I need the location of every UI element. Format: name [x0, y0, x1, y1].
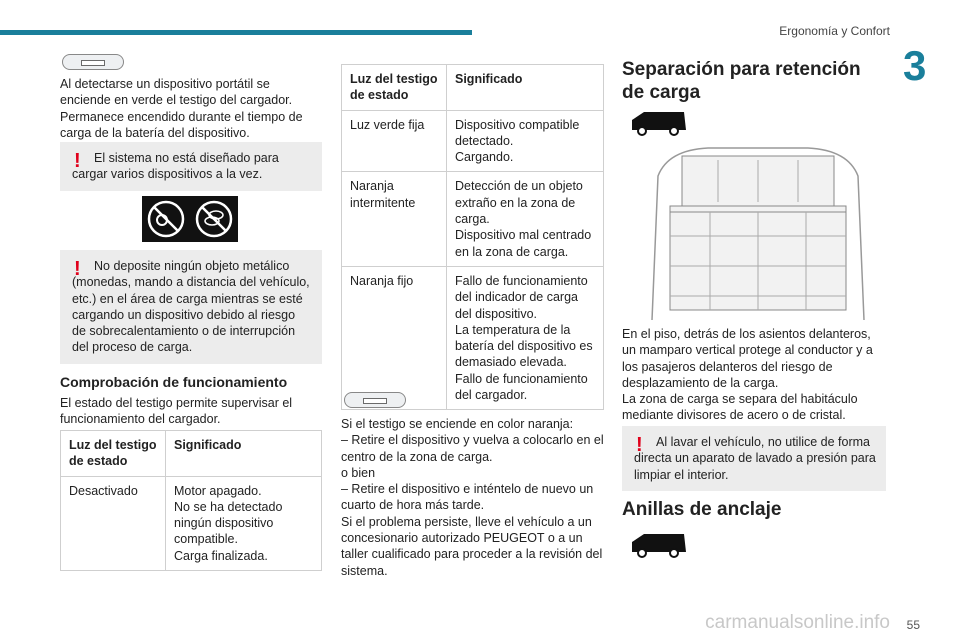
- status-table-2: Luz del testigo de estado Significado Luz verde fija Dispositivo compatible detectado. Cargando. Naranja intermitente Detección de un objeto extraño en la zona de carga. Dispositivo mal centrado en la zona de carga. Naranja fijo Fallo de funcionamiento del indicador de carga del dispositivo. La temperatura de la batería del dispositivo es demasiado elevada. Fallo de funcionamiento del cargador.: [341, 64, 604, 410]
- warning-box-3: ! Al lavar el vehículo, no utilice de forma directa un aparato de lavado a presión para limpiar el interior.: [622, 426, 886, 491]
- charger-indicator-orange-icon: [344, 392, 406, 408]
- functional-check-text: El estado del testigo permite supervisar el funcionamiento del cargador.: [60, 396, 293, 427]
- section-title: Ergonomía y Confort: [779, 24, 890, 38]
- functional-check-heading: Comprobación de funcionamiento: [60, 374, 288, 390]
- warning-icon: !: [74, 258, 81, 280]
- page-number: 55: [906, 618, 920, 632]
- warning-icon: !: [74, 150, 81, 172]
- charger-indicator-icon: [62, 54, 124, 70]
- cargo-separation-heading: Separación para retención de carga: [622, 59, 861, 103]
- watermark: carmanualsonline.info: [705, 612, 890, 633]
- header-bar: [0, 30, 472, 35]
- cargo-separation-text: En el piso, detrás de los asientos delanteros, un mamparo vertical protege al conductor y a los pasajeros delanteros del riesgo de desplazamiento de la carga. La zona de carga se separa del habitáculo mediante divisores de acero o de cristal.: [622, 327, 873, 423]
- warning-box-1: ! El sistema no está diseñado para cargar varios dispositivos a la vez.: [60, 142, 322, 191]
- van-icon-2: [628, 532, 688, 563]
- status-table-1: Luz del testigo de estado Significado Desactivado Motor apagado. No se ha detectado ningún dispositivo compatible. Carga finalizada.: [60, 430, 322, 571]
- van-icon: [628, 110, 688, 141]
- anchor-rings-heading: Anillas de anclaje: [622, 499, 782, 520]
- warning-box-2: ! No deposite ningún objeto metálico (monedas, mando a distancia del vehículo, etc.) en el área de carga mientras se esté cargando un dispositivo debido al riesgo de sobrecalentamiento o de interrupción del proceso de carga.: [60, 250, 322, 364]
- cargo-partition-illustration: [648, 146, 868, 320]
- warning-icon: !: [636, 434, 643, 456]
- orange-light-text: Si el testigo se enciende en color naranja: – Retire el dispositivo y vuelva a colocarlo en el centro de la zona de carga. o bien – Retire el dispositivo e inténtelo de nuevo un cuarto de hora más tarde. Si el problema persiste, lleve el vehículo a un concesionario autorizado PEUGEOT o a un taller cualificado para proceder a la revisión del sistema.: [341, 417, 604, 578]
- chapter-number: 3: [903, 42, 927, 89]
- intro-text: Al detectarse un dispositivo portátil se enciende en verde el testigo del cargador. Permanece encendido durante el tiempo de carga de la batería del dispositivo.: [60, 77, 303, 140]
- no-metal-objects-icon: [142, 196, 238, 242]
